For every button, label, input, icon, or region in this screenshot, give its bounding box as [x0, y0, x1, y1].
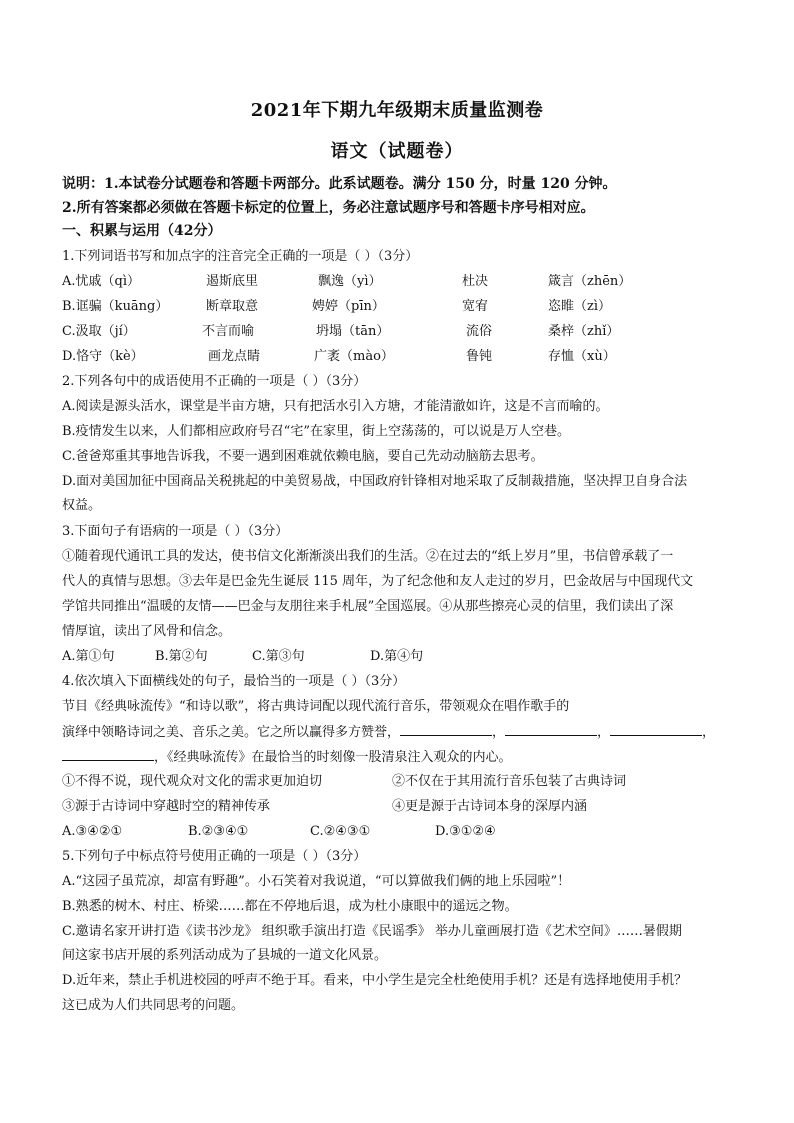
q1-a-4: 杜决 [462, 274, 489, 289]
q2-option-d-line1: D.面对美国加征中国商品关税挑起的中美贸易战，中国政府针锋相对地采取了反制裁措施，坚决捍卫自身合法 [62, 474, 688, 489]
q4-comma-1: ， [492, 725, 506, 740]
q1-d-1: D.恪守（kè） [62, 349, 144, 364]
q4-passage-end: ，《经典咏流传》在最恰当的时刻像一股清泉注入观众的内心。 [154, 750, 512, 765]
q5-option-c-line1: C.邀请名家开讲打造《读书沙龙》 组织歌手演出打造《民谣季》 举办儿童画展打造《艺术空间》……暑假期 [62, 924, 682, 939]
q1-a-1: A.忧戚（qì） [62, 274, 141, 289]
q3-option-d: D.第④句 [370, 649, 424, 664]
q4-passage-line2 [62, 723, 742, 742]
q4-stem: 4.依次填入下面横线处的句子，最恰当的一项是（ ）（3分） [62, 674, 406, 689]
notes-line-2: 2.所有答案都必须做在答题卡标定的位置上，务必注意试题序号和答题卡序号相对应。 [62, 200, 595, 216]
q1-d-3: 广袤（mào） [314, 349, 394, 364]
q1-b-5: 恣睢（zì） [548, 299, 612, 314]
notes-line-1: 说明：1.本试卷分试题卷和答题卡两部分。此系试题卷。满分 150 分，时量 120 分钟。 [62, 176, 617, 192]
q3-option-c: C.第③句 [252, 649, 305, 664]
q1-a-3: 飘逸（yì） [318, 274, 382, 289]
q1-a-5: 箴言（zhēn） [548, 274, 632, 289]
q3-passage-line4: 情厚谊，读出了风骨和信念。 [62, 624, 232, 639]
q3-option-b: B.第②句 [155, 649, 208, 664]
q4-option-c: C.②④③① [310, 824, 371, 839]
q2-option-a: A.阅读是源头活水，课堂是半亩方塘，只有把活水引入方塘，才能清澈如许，这是不言而喻的。 [62, 399, 609, 414]
q3-stem: 3.下面句子有语病的一项是（ ）（3分） [62, 524, 289, 539]
q2-option-b: B.疫情发生以来，人们都相应政府号召“宅”在家里，街上空荡荡的，可以说是万人空巷。 [62, 424, 570, 439]
q1-b-4: 宽宥 [462, 299, 489, 314]
q4-passage-line1: 节目《经典咏流传》“和诗以歌”，将古典诗词配以现代流行音乐，带领观众在唱作歌手的 [62, 699, 570, 714]
q4-blank-1 [400, 723, 492, 736]
exam-subtitle: 语文（试题卷） [330, 141, 464, 162]
q4-blank-2 [505, 723, 597, 736]
q3-passage-line2: 代人的真情与思想。③去年是巴金先生诞辰 115 周年，为了纪念他和友人走过的岁月，巴金故居与中国现代文 [62, 574, 694, 589]
q4-choice-1: ①不得不说，现代观众对文化的需求更加迫切 [62, 774, 323, 789]
q1-c-3: 坍塌（tān） [316, 324, 390, 339]
q5-stem: 5.下列句子中标点符号使用正确的一项是（ ）（3分） [62, 849, 367, 864]
q1-c-2: 不言而喻 [202, 324, 255, 339]
q2-option-d-line2: 权益。 [62, 498, 102, 513]
q4-passage-line3 [62, 748, 742, 767]
q1-d-4: 鲁钝 [466, 349, 493, 364]
q4-blank-4 [62, 748, 154, 761]
q4-blank-3 [610, 723, 702, 736]
q5-option-d-line1: D.近年来，禁止手机进校园的呼声不绝于耳。看来，中小学生是完全杜绝使用手机？还是有选择地使用手机？ [62, 973, 688, 988]
q1-d-2: 画龙点睛 [208, 349, 261, 364]
q2-stem: 2.下列各句中的成语使用不正确的一项是（ ）（3分） [62, 374, 367, 389]
q1-stem: 1.下列词语书写和加点字的注音完全正确的一项是（ ）（3分） [62, 249, 419, 264]
q1-b-1: B.诓骗（kuāng） [62, 299, 169, 314]
q1-c-5: 桑梓（zhǐ） [548, 324, 620, 339]
q1-a-2: 遏斯底里 [206, 274, 259, 289]
q3-passage-line3: 学馆共同推出“温暖的友情——巴金与友朋往来手札展”全国巡展。④从那些擦亮心灵的信里，我们读出了深 [62, 599, 674, 614]
q3-passage-line1: ①随着现代通讯工具的发达，使书信文化渐渐淡出我们的生活。②在过去的“纸上岁月”里，书信曾承载了一 [62, 549, 674, 564]
q1-d-5: 存恤（xù） [548, 349, 616, 364]
q1-b-2: 断章取意 [206, 299, 259, 314]
q5-option-a: A.“这园子虽荒凉，却富有野趣”。小石笑着对我说道，“可以算做我们俩的地上乐园啦”！ [62, 874, 571, 889]
q3-option-a: A.第①句 [62, 649, 115, 664]
q4-choice-3: ③源于古诗词中穿越时空的精神传承 [62, 799, 271, 814]
q4-option-a: A.③④②① [62, 824, 123, 839]
q1-c-4: 流俗 [466, 324, 493, 339]
q4-comma-2: ， [597, 725, 611, 740]
q5-option-b: B.熟悉的树木、村庄、桥梁……都在不停地后退，成为杜小康眼中的遥远之物。 [62, 899, 518, 914]
q4-choice-2: ②不仅在于其用流行音乐包装了古典诗词 [392, 774, 627, 789]
q4-passage-text: 演绎中领略诗词之美、音乐之美。它之所以赢得多方赞誉， [62, 725, 401, 740]
q5-option-d-line2: 这已成为人们共同思考的问题。 [62, 998, 245, 1013]
q1-c-1: C.汲取（jí） [62, 324, 136, 339]
q4-choice-4: ④更是源于古诗词本身的深厚内涵 [392, 799, 588, 814]
q4-comma-3: ， [702, 725, 716, 740]
q5-option-c-line2: 间这家书店开展的系列活动成为了县城的一道文化风景。 [62, 948, 388, 963]
q2-option-c: C.爸爸郑重其事地告诉我，不要一遇到困难就依赖电脑，要自己先动动脑筋去思考。 [62, 449, 544, 464]
q4-option-b: B.②③④① [188, 824, 249, 839]
q1-b-3: 娉婷（pīn） [312, 299, 385, 314]
q4-option-d: D.③①②④ [435, 824, 496, 839]
exam-title: 2021年下期九年级期末质量监测卷 [250, 100, 544, 121]
section-heading: 一、积累与运用（42分） [62, 223, 222, 239]
